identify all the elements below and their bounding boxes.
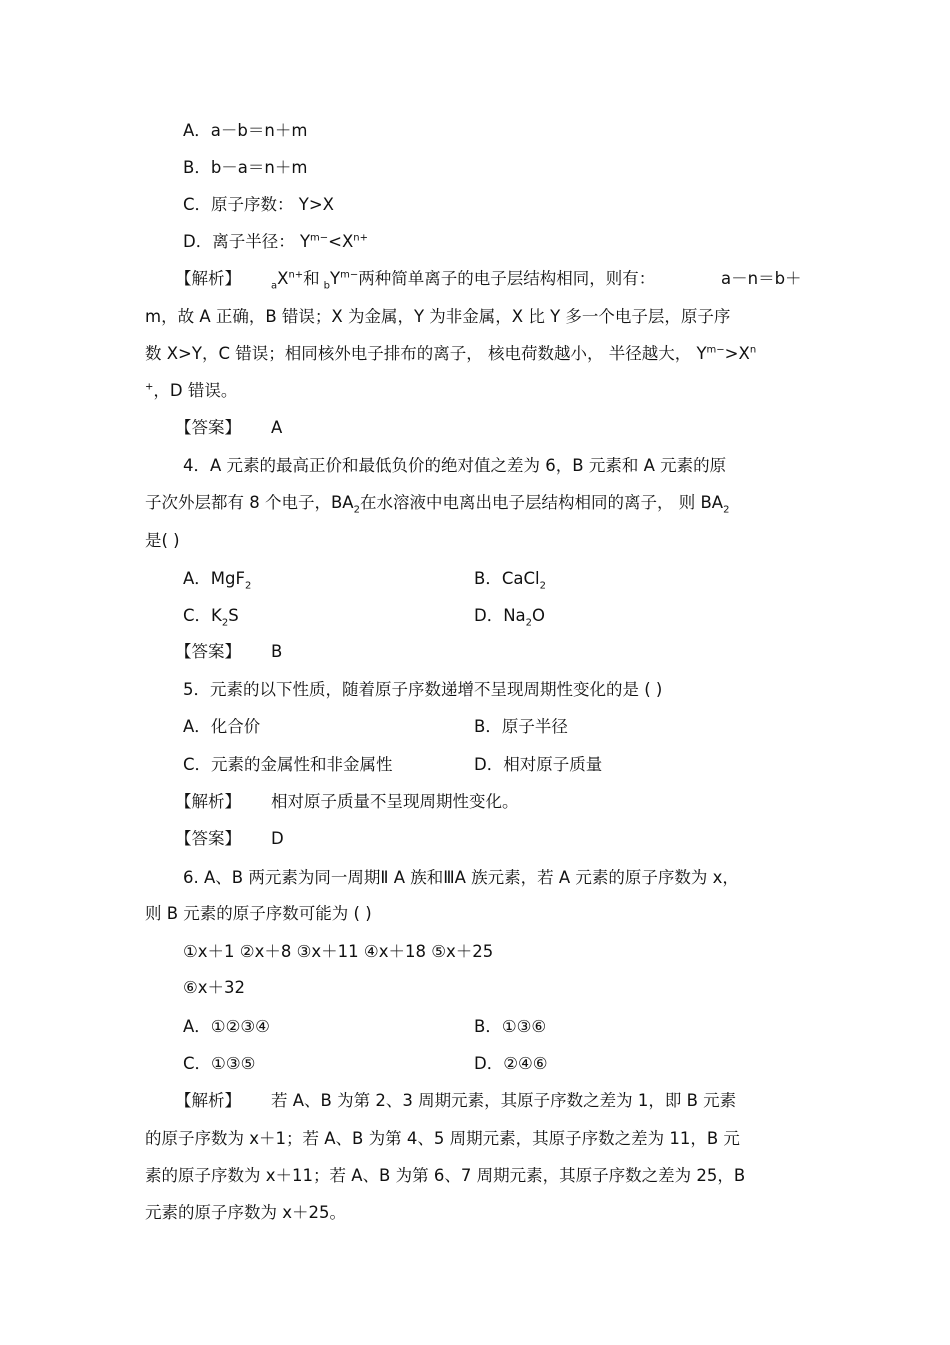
q6-option-a: A．①②③④ xyxy=(183,1017,270,1036)
text: Y xyxy=(330,269,341,288)
q6-analysis-line-2: 的原子序数为 x＋1；若 A、B 为第 4、5 周期元素，其原子序数之差为 11，B 元 xyxy=(145,1129,740,1148)
text: O xyxy=(532,606,546,625)
text: >X xyxy=(724,344,750,363)
text: A．MgF xyxy=(183,569,245,588)
q6-option-d: D．②④⑥ xyxy=(474,1054,548,1073)
answer-tag: 【答案】 xyxy=(175,642,241,661)
q6-stem-line-2: 则 B 元素的原子序数可能为 ( ) xyxy=(145,904,372,923)
text: 和 xyxy=(303,269,320,288)
q6-analysis-line-1 xyxy=(175,1089,736,1113)
analysis-text: 相对原子质量不呈现周期性变化。 xyxy=(271,792,519,811)
text: 两种简单离子的电子层结构相同，则有： xyxy=(358,269,656,288)
q5-analysis xyxy=(175,790,519,814)
q5-option-a: A．化合价 xyxy=(183,717,261,736)
text: D．Na xyxy=(474,606,526,625)
q3-analysis-line-4 xyxy=(145,379,237,403)
analysis-tag: 【解析】 xyxy=(175,269,241,288)
text: 在水溶液中电离出电子层结构相同的离子， 则 BA xyxy=(359,493,724,512)
q4-option-c xyxy=(183,604,239,628)
q6-stem-line-1: 6. A、B 两元素为同一周期Ⅱ A 族和ⅢA 族元素，若 A 元素的原子序数为 x， xyxy=(183,868,739,887)
q3-analysis-line-3 xyxy=(145,342,756,366)
q5-option-d: D．相对原子质量 xyxy=(474,755,603,774)
answer-value: B xyxy=(271,642,283,661)
superscript: + xyxy=(145,381,154,393)
q6-choices-line-2: ⑥x＋32 xyxy=(183,978,246,997)
text: <X xyxy=(328,232,354,251)
q3-analysis-line-1 xyxy=(175,267,655,291)
superscript: m− xyxy=(310,232,329,244)
subscript: 2 xyxy=(525,617,533,629)
q3-analysis-line-2: m，故 A 正确，B 错误；X 为金属，Y 为非金属，X 比 Y 多一个电子层，原子序 xyxy=(145,307,731,326)
q5-stem: 5．元素的以下性质，随着原子序数递增不呈现周期性变化的是 ( ) xyxy=(183,680,663,699)
text: ，D 错误。 xyxy=(153,381,238,400)
subscript: 2 xyxy=(723,504,730,516)
q4-stem-line-1: 4．A 元素的最高正价和最低负价的绝对值之差为 6，B 元素和 A 元素的原 xyxy=(183,456,727,475)
q3-option-a: A．a－b＝n＋m xyxy=(183,121,308,140)
superscript: n xyxy=(749,344,757,356)
text: X xyxy=(277,269,289,288)
text: D．离子半径： Y xyxy=(183,232,311,251)
q3-option-b: B．b－a＝n＋m xyxy=(183,158,308,177)
subscript: a xyxy=(271,280,278,292)
answer-value: D xyxy=(271,829,284,848)
subscript: b xyxy=(323,280,331,292)
q5-option-c: C．元素的金属性和非金属性 xyxy=(183,755,393,774)
q6-option-c: C．①③⑤ xyxy=(183,1054,256,1073)
q4-stem-line-3: 是( ) xyxy=(145,531,180,550)
q4-option-b xyxy=(474,567,546,591)
text: B．CaCl xyxy=(474,569,540,588)
q6-option-b: B．①③⑥ xyxy=(474,1017,547,1036)
superscript: n+ xyxy=(353,232,369,244)
q4-option-a xyxy=(183,567,251,591)
subscript: 2 xyxy=(245,580,252,592)
analysis-text: 若 A、B 为第 2、3 周期元素，其原子序数之差为 1，即 B 元素 xyxy=(271,1091,737,1110)
q4-answer xyxy=(175,640,282,664)
q5-option-b: B．原子半径 xyxy=(474,717,568,736)
text: 数 X>Y，C 错误；相同核外电子排布的离子， 核电荷数越小， 半径越大， Y xyxy=(145,344,707,363)
subscript: 2 xyxy=(539,580,546,592)
q6-choices-line-1: ①x＋1 ②x＋8 ③x＋11 ④x＋18 ⑤x＋25 xyxy=(183,942,494,961)
superscript: m− xyxy=(340,269,359,281)
q5-answer xyxy=(175,827,284,851)
q3-option-d xyxy=(183,230,368,254)
q6-analysis-line-3: 素的原子序数为 x＋11；若 A、B 为第 6、7 周期元素，其原子序数之差为 25，B xyxy=(145,1166,746,1185)
text: S xyxy=(228,606,239,625)
q3-answer xyxy=(175,416,282,440)
analysis-tag: 【解析】 xyxy=(175,1091,241,1110)
q3-option-c: C．原子序数： Y>X xyxy=(183,195,334,214)
subscript: 2 xyxy=(221,617,229,629)
q4-stem-line-2 xyxy=(145,491,729,515)
text: C．K xyxy=(183,606,222,625)
q6-analysis-line-4: 元素的原子序数为 x＋25。 xyxy=(145,1203,347,1222)
q4-option-d xyxy=(474,604,545,628)
subscript: 2 xyxy=(353,504,360,516)
q3-analysis-eq: a－n＝b＋ xyxy=(721,269,802,288)
answer-tag: 【答案】 xyxy=(175,829,241,848)
text: 子次外层都有 8 个电子，BA xyxy=(145,493,354,512)
answer-tag: 【答案】 xyxy=(175,418,241,437)
analysis-tag: 【解析】 xyxy=(175,792,241,811)
superscript: n+ xyxy=(288,269,304,281)
answer-value: A xyxy=(271,418,283,437)
superscript: m− xyxy=(706,344,725,356)
